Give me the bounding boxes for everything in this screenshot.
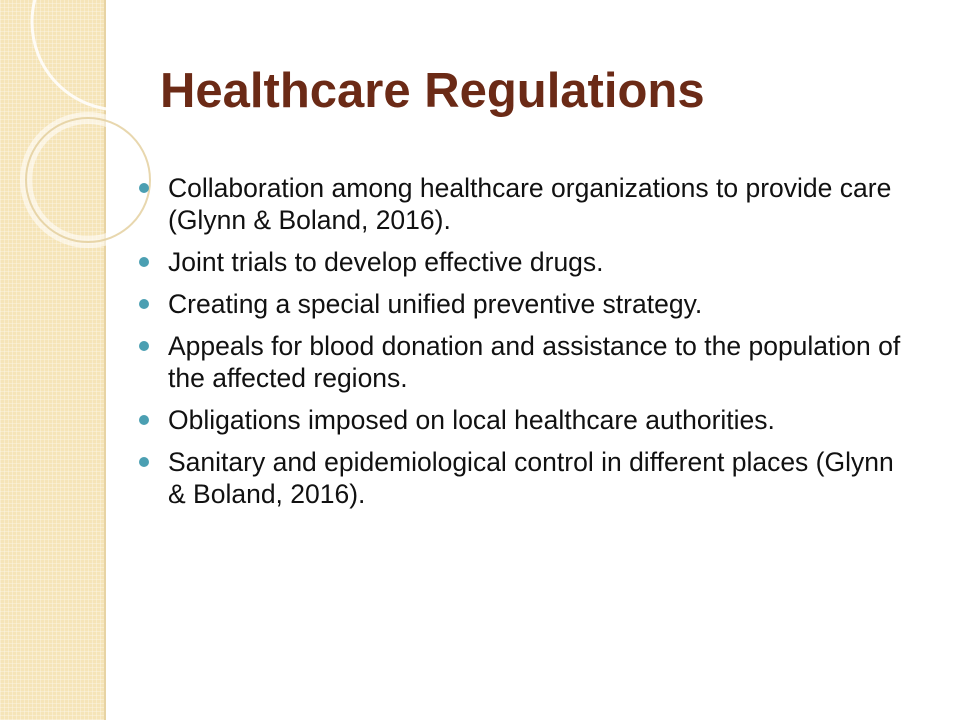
bullet-marker-icon — [139, 299, 149, 309]
bullet-text: Collaboration among healthcare organizations to provide care (Glynn & Boland, 2016). — [168, 173, 892, 235]
bullet-item — [136, 172, 906, 236]
bullet-item — [136, 246, 906, 278]
bullet-marker-icon — [139, 415, 149, 425]
bullet-item — [136, 330, 906, 394]
bullet-marker-icon — [139, 257, 149, 267]
bullet-marker-icon — [139, 341, 149, 351]
bullet-item — [136, 288, 906, 320]
bullet-item — [136, 446, 906, 510]
slide-title: Healthcare Regulations — [160, 64, 705, 118]
bullet-text: Sanitary and epidemiological control in different places (Glynn & Boland, 2016). — [168, 447, 894, 509]
bullet-marker-icon — [139, 183, 149, 193]
bullet-list — [136, 172, 906, 520]
bullet-text: Creating a special unified preventive strategy. — [168, 289, 703, 319]
decorative-ring-top — [32, 0, 160, 110]
bullet-marker-icon — [139, 457, 149, 467]
bullet-text: Obligations imposed on local healthcare authorities. — [168, 405, 775, 435]
bullet-text: Appeals for blood donation and assistance to the population of the affected regions. — [168, 331, 901, 393]
bullet-text: Joint trials to develop effective drugs. — [168, 247, 604, 277]
bullet-item — [136, 404, 906, 436]
decorative-ring-middle-inner — [26, 118, 150, 242]
